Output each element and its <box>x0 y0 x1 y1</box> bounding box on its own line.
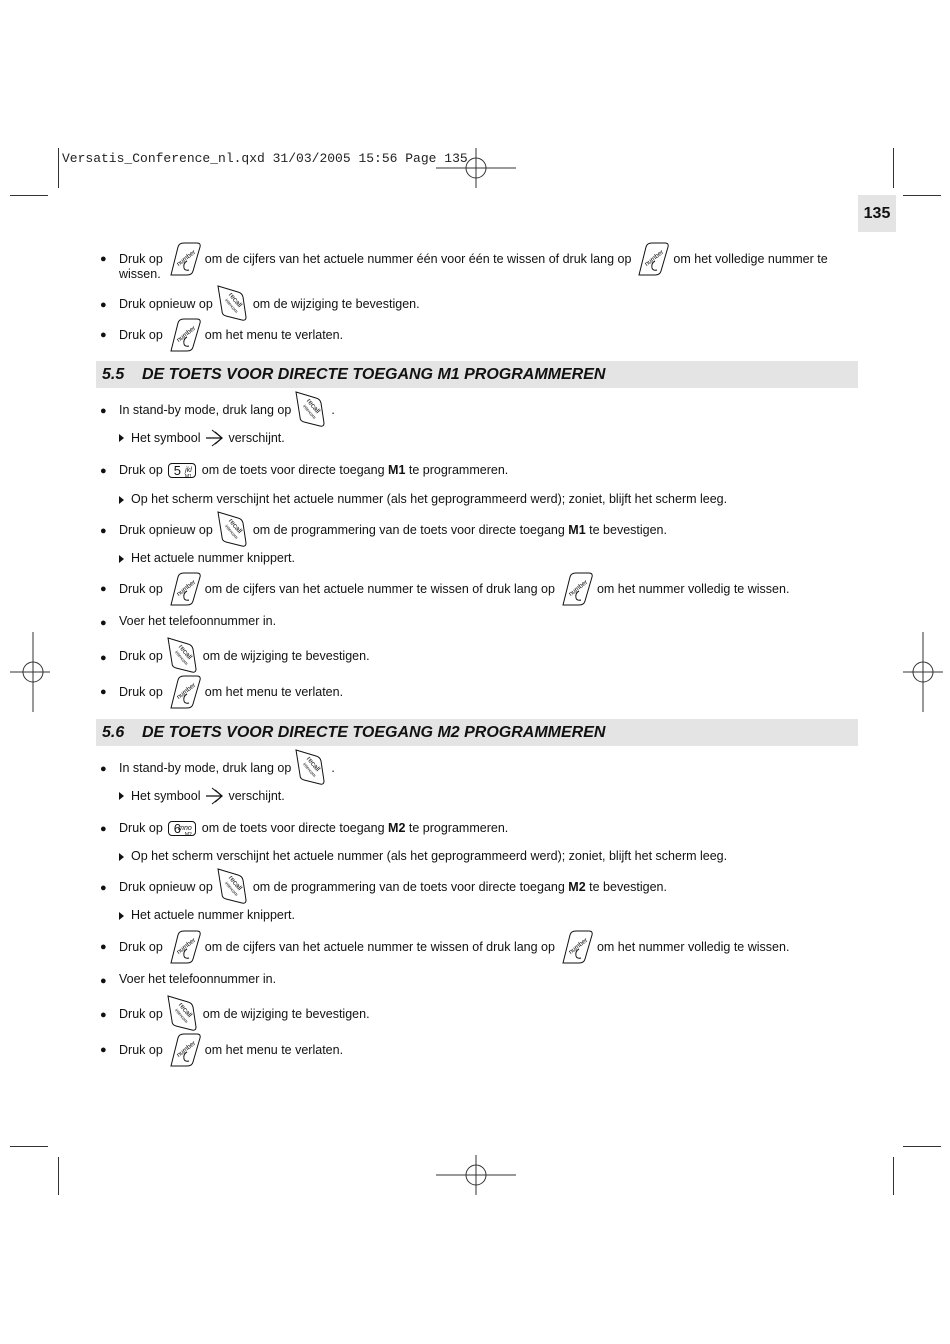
s55-step-7 <box>119 674 343 710</box>
bullet: ● <box>100 882 107 894</box>
bullet: ● <box>100 405 107 417</box>
text: verschijnt. <box>228 430 285 445</box>
registration-mark-bottom <box>436 1155 516 1195</box>
key-letters: jkl <box>185 467 192 474</box>
text: Druk op <box>119 251 163 266</box>
text: Druk op <box>119 463 163 477</box>
s55-sub-1 <box>119 428 285 448</box>
s56-step-7 <box>119 1032 343 1068</box>
bullet: ● <box>100 617 107 629</box>
bullet: ● <box>100 763 107 775</box>
keypad-6-icon <box>168 821 196 836</box>
s56-step-5 <box>119 972 276 987</box>
s56-step-4 <box>119 929 789 965</box>
text: Het actuele nummer knippert. <box>131 908 295 922</box>
text-bold: M1 <box>388 463 406 477</box>
text: Voer het telefoonnummer in. <box>119 972 277 986</box>
crop-mark <box>893 148 894 188</box>
text: . <box>331 760 335 775</box>
crop-mark <box>58 1157 59 1195</box>
s56-sub-1 <box>119 786 285 806</box>
text: om het nummer volledig te wissen. <box>596 581 790 596</box>
s55-step-3 <box>119 510 667 550</box>
text: om het menu te verlaten. <box>204 1042 344 1057</box>
arrow-right-icon <box>119 434 124 442</box>
arrow-right-icon <box>119 912 124 920</box>
text: te programmeren. <box>408 821 509 835</box>
section-number: 5.6 <box>102 724 125 741</box>
bullet: ● <box>100 1044 107 1056</box>
s56-sub-3 <box>119 908 295 923</box>
section-title: DE TOETS VOOR DIRECTE TOEGANG M2 PROGRAMMEREN <box>142 724 606 741</box>
keypad-5-icon <box>168 463 196 478</box>
number-key-icon <box>634 241 670 277</box>
text: om de programmering van de toets voor directe toegang <box>252 522 565 537</box>
bullet: ● <box>100 525 107 537</box>
text-bold: M2 <box>388 821 406 835</box>
text: om de cijfers van het actuele nummer te wissen of druk lang op <box>204 581 555 596</box>
recall-key-icon <box>294 748 328 788</box>
number-key-icon <box>166 1032 202 1068</box>
recall-key-icon <box>166 994 200 1034</box>
recall-key-icon <box>294 390 328 430</box>
crop-mark <box>903 1146 941 1147</box>
text: Druk opnieuw op <box>119 296 213 311</box>
section-heading-5-6 <box>96 719 858 746</box>
recall-key-icon <box>166 636 200 676</box>
text: Het actuele nummer knippert. <box>131 551 295 565</box>
text: Druk opnieuw op <box>119 522 213 537</box>
text: om het volledige nummer te <box>673 251 828 266</box>
text: Druk op <box>119 821 163 835</box>
section-number: 5.5 <box>102 366 125 383</box>
recall-key-icon <box>216 867 250 907</box>
number-key-icon <box>558 929 594 965</box>
crop-mark <box>10 1146 48 1147</box>
number-key-icon <box>166 317 202 353</box>
text: Druk op <box>119 939 163 954</box>
number-key-icon <box>166 241 202 277</box>
intro-line-1 <box>119 241 828 277</box>
arrow-right-icon <box>119 853 124 861</box>
key-digit: 5 <box>173 463 182 478</box>
text: Op het scherm verschijnt het actuele nummer (als het geprogrammeerd werd); zoniet, blijft het scherm leeg. <box>131 849 728 863</box>
arrow-right-icon <box>119 555 124 563</box>
file-slug: Versatis_Conference_nl.qxd 31/03/2005 15:56 Page 135 <box>62 151 468 166</box>
key-memory: M2 <box>184 832 192 838</box>
bullet: ● <box>100 253 107 265</box>
s55-step-6 <box>119 636 370 676</box>
s55-sub-2 <box>119 492 727 507</box>
recall-key-icon <box>216 510 250 550</box>
s55-step-5 <box>119 614 276 629</box>
text: Het symbool <box>131 788 201 803</box>
text: om de programmering van de toets voor directe toegang <box>252 879 565 894</box>
text: te bevestigen. <box>589 522 667 537</box>
text-bold: M1 <box>568 522 586 537</box>
text: Druk op <box>119 581 163 596</box>
text: om de wijziging te bevestigen. <box>202 1006 370 1021</box>
text-bold: M2 <box>568 879 586 894</box>
text: Het symbool <box>131 430 201 445</box>
arrow-right-icon <box>119 792 124 800</box>
forward-symbol-icon <box>203 786 225 806</box>
registration-mark-right <box>903 632 943 712</box>
s56-step-6 <box>119 994 370 1034</box>
number-key-icon <box>166 674 202 710</box>
s56-step-2 <box>119 821 508 836</box>
s56-sub-2 <box>119 849 727 864</box>
registration-mark-left <box>10 632 50 712</box>
bullet: ● <box>100 299 107 311</box>
text: In stand-by mode, druk lang op <box>119 760 292 775</box>
bullet: ● <box>100 652 107 664</box>
s55-step-1 <box>119 390 335 430</box>
text: om het nummer volledig te wissen. <box>596 939 790 954</box>
bullet: ● <box>100 583 107 595</box>
s56-step-3 <box>119 867 667 907</box>
text: om het menu te verlaten. <box>204 684 344 699</box>
text: om de toets voor directe toegang <box>201 821 385 835</box>
text: om de cijfers van het actuele nummer één voor één te wissen of druk lang op <box>204 251 632 266</box>
bullet: ● <box>100 686 107 698</box>
intro-line-3 <box>119 317 343 353</box>
number-key-icon <box>166 571 202 607</box>
section-title: DE TOETS VOOR DIRECTE TOEGANG M1 PROGRAMMEREN <box>142 366 606 383</box>
key-digit: 6 <box>173 821 182 836</box>
text: te programmeren. <box>408 463 509 477</box>
text: Druk opnieuw op <box>119 879 213 894</box>
bullet: ● <box>100 941 107 953</box>
text: om de toets voor directe toegang <box>201 463 385 477</box>
crop-mark <box>893 1157 894 1195</box>
bullet: ● <box>100 975 107 987</box>
text: om het menu te verlaten. <box>204 327 344 342</box>
text: om de cijfers van het actuele nummer te wissen of druk lang op <box>204 939 555 954</box>
intro-line-1-wrap: wissen. <box>119 267 161 281</box>
forward-symbol-icon <box>203 428 225 448</box>
text: Druk op <box>119 1042 163 1057</box>
text: Voer het telefoonnummer in. <box>119 614 277 628</box>
section-heading-5-5 <box>96 361 858 388</box>
arrow-right-icon <box>119 496 124 504</box>
key-memory: M1 <box>184 474 192 480</box>
s55-sub-3 <box>119 551 295 566</box>
s56-step-1 <box>119 748 335 788</box>
text: verschijnt. <box>228 788 285 803</box>
text: om de wijziging te bevestigen. <box>252 296 420 311</box>
crop-mark <box>10 195 48 196</box>
text: . <box>331 402 335 417</box>
text: Druk op <box>119 1006 163 1021</box>
crop-mark <box>903 195 941 196</box>
number-key-icon <box>166 929 202 965</box>
bullet: ● <box>100 1009 107 1021</box>
text: Druk op <box>119 648 163 663</box>
text: Druk op <box>119 684 163 699</box>
number-key-icon <box>558 571 594 607</box>
text: Op het scherm verschijnt het actuele nummer (als het geprogrammeerd werd); zoniet, blijft het scherm leeg. <box>131 492 728 506</box>
text: te bevestigen. <box>589 879 667 894</box>
key-letters: mno <box>178 825 192 832</box>
s55-step-2 <box>119 463 508 478</box>
bullet: ● <box>100 823 107 835</box>
page-number: 135 <box>858 195 896 232</box>
text: om de wijziging te bevestigen. <box>202 648 370 663</box>
bullet: ● <box>100 329 107 341</box>
bullet: ● <box>100 465 107 477</box>
text: In stand-by mode, druk lang op <box>119 402 292 417</box>
text: Druk op <box>119 327 163 342</box>
s55-step-4 <box>119 571 789 607</box>
crop-mark <box>58 148 59 188</box>
